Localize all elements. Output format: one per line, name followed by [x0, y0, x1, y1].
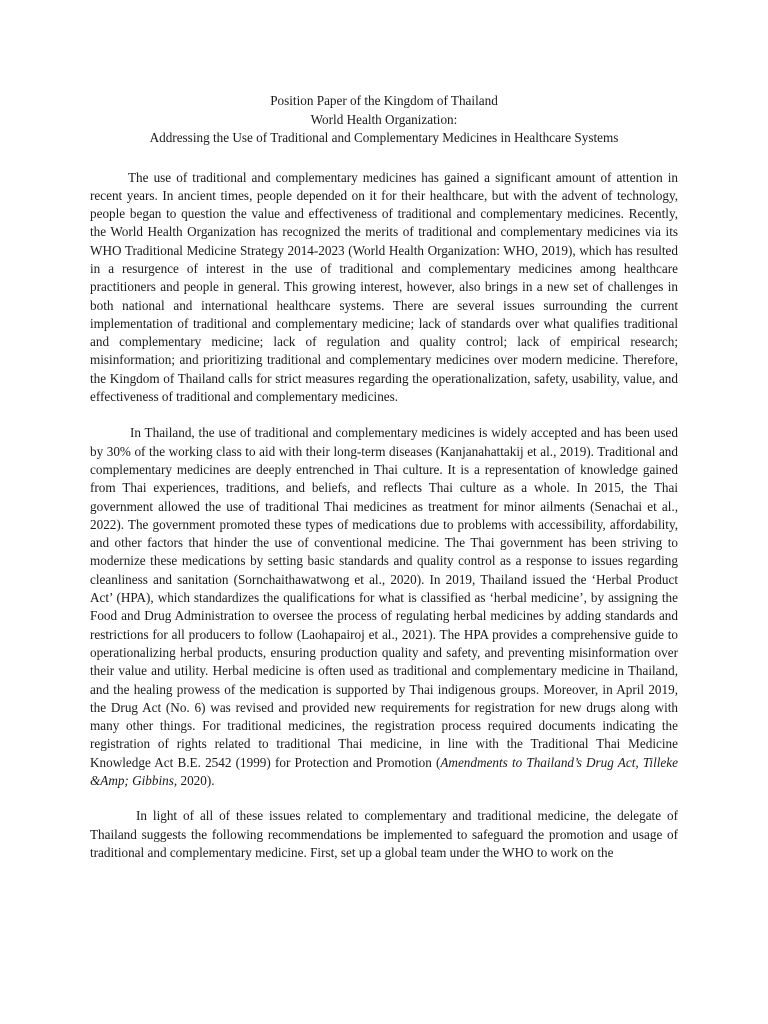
- citation-italic: Amendments to Thailand’s Drug Act, Tilleke &Amp; Gibbins: [90, 754, 678, 788]
- document-heading: [90, 92, 678, 148]
- paragraph-thailand-policy: [90, 424, 678, 790]
- paragraph-thailand-policy-text: In Thailand, the use of traditional and complementary medicines is widely accepted and has been used by 30% of the working class to aid with their long-term diseases (Kanjanahattakij et al., 2019). Traditional and complementary medicines are deeply entrenched in Thai culture. It is a representation of knowledge gained from Thai experiences, traditions, and beliefs, and reflects Thai culture as a whole. In 2015, the Thai government allowed the use of traditional Thai medicines as treatment for minor ailments (Senachai et al., 2022). The government promoted these types of medications due to problems with accessibility, affordability, and other factors that hinder the use of conventional medicine. The Thai government has been striving to modernize these medications by setting basic standards and quality control as a response to issues regarding cleanliness and sanitation (Sornchaithawatwong et al., 2020). In 2019, Thailand issued the ‘Herbal Product Act’ (HPA), which standardizes the qualifications for what is classified as ‘herbal medicine’, by assigning the Food and Drug Administration to oversee the process of regulating herbal medicines by adding standards and restrictions for all producers to follow (Laohapairoj et al., 2021). The HPA provides a comprehensive guide to operationalizing herbal products, ensuring production quality and safety, and preventing misinformation over their value and utility. Herbal medicine is often used as traditional and complementary medicine in Thailand, and the healing prowess of the medication is supported by Thai indigenous groups. Moreover, in April 2019, the Drug Act (No. 6) was revised and provided new requirements for registration for new drugs along with many other things. For traditional medicines, the registration process required documents indicating the registration of rights related to traditional Thai medicine, in line with the Traditional Thai Medicine Knowledge Act B.E. 2542 (1999) for Protection and Promotion (: [90, 425, 678, 770]
- citation-year: , 2020).: [173, 773, 215, 788]
- heading-title: Position Paper of the Kingdom of Thailand: [270, 93, 498, 108]
- paragraph-introduction-text: The use of traditional and complementary medicines has gained a significant amount of attention in recent years. In ancient times, people depended on it for their healthcare, but with the advent of technology, people began to question the value and effectiveness of traditional and complementary medicines. Recently, the World Health Organization has recognized the merits of traditional and complementary medicines via its WHO Traditional Medicine Strategy 2014-2023 (World Health Organization: WHO, 2019), which has resulted in a resurgence of interest in the use of traditional and complementary medicines among healthcare practitioners and people in general. This growing interest, however, also brings in a new set of challenges in both national and international healthcare systems. There are several issues surrounding the current implementation of traditional and complementary medicine; lack of standards over what qualifies traditional and complementary medicine; lack of regulation and quality control; lack of empirical research; misinformation; and prioritizing traditional and complementary medicines over modern medicine. Therefore, the Kingdom of Thailand calls for strict measures regarding the operationalization, safety, usability, value, and effectiveness of traditional and complementary medicines.: [90, 169, 678, 405]
- paragraph-introduction: [90, 169, 678, 407]
- heading-committee: World Health Organization:: [310, 111, 458, 127]
- document-page: [90, 92, 678, 862]
- heading-topic: Addressing the Use of Traditional and Complementary Medicines in Healthcare Systems: [149, 130, 619, 145]
- paragraph-recommendations: [90, 807, 678, 862]
- paragraph-recommendations-text: In light of all of these issues related to complementary and traditional medicine, the delegate of Thailand suggests the following recommendations be implemented to safeguard the promotion and usage of traditional and complementary medicine. First, set up a global team under the WHO to work on the: [90, 808, 678, 860]
